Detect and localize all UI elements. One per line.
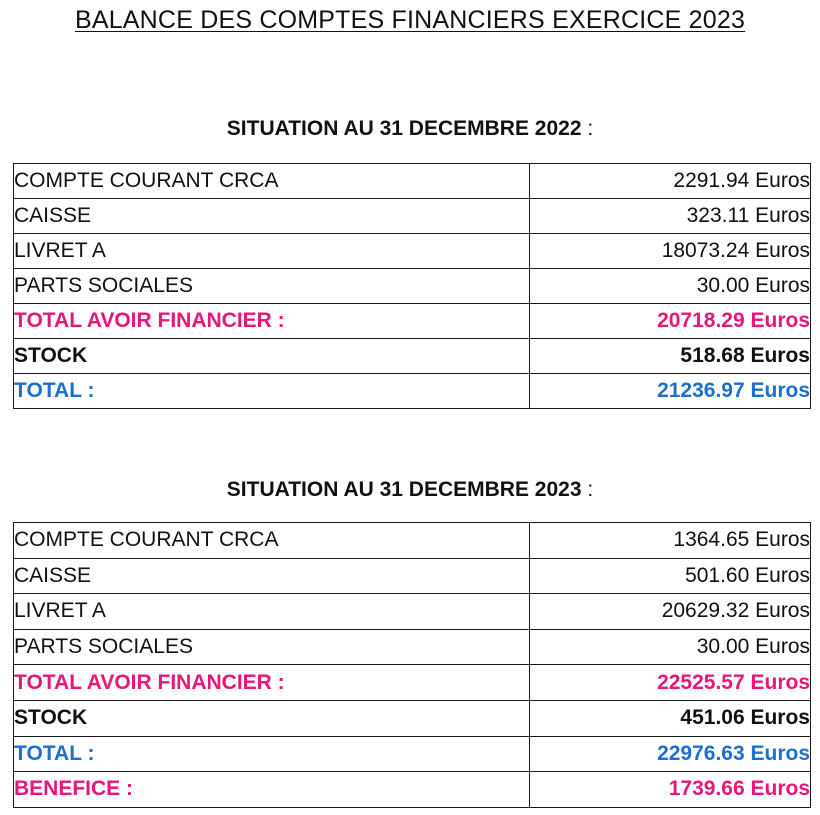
- row-label: BENEFICE :: [14, 772, 530, 808]
- total-row: [14, 736, 811, 772]
- section-heading-colon: :: [587, 478, 594, 501]
- section-heading-text: SITUATION AU 31 DECEMBRE 2023: [226, 478, 582, 501]
- table-row: [14, 594, 811, 630]
- row-label: COMPTE COURANT CRCA: [14, 164, 530, 199]
- row-label: CAISSE: [14, 199, 530, 234]
- stock-row: [14, 339, 811, 374]
- section-heading-colon: :: [587, 117, 594, 140]
- table-row: [14, 164, 811, 199]
- row-label: STOCK: [14, 700, 530, 736]
- section-heading-2023: [0, 478, 820, 502]
- row-label: TOTAL :: [14, 736, 530, 772]
- row-value: 20629.32 Euros: [530, 594, 811, 630]
- table-row: [14, 629, 811, 665]
- row-value: 451.06 Euros: [530, 700, 811, 736]
- row-value: 1364.65 Euros: [530, 523, 811, 559]
- row-value: 20718.29 Euros: [530, 304, 811, 339]
- row-value: 30.00 Euros: [530, 269, 811, 304]
- row-value: 2291.94 Euros: [530, 164, 811, 199]
- table-row: [14, 199, 811, 234]
- table-row: [14, 558, 811, 594]
- row-label: LIVRET A: [14, 234, 530, 269]
- document-title-text: BALANCE DES COMPTES FINANCIERS EXERCICE 2023: [74, 6, 746, 34]
- row-label: TOTAL AVOIR FINANCIER :: [14, 665, 530, 701]
- row-label: PARTS SOCIALES: [14, 269, 530, 304]
- section-heading-text: SITUATION AU 31 DECEMBRE 2022: [226, 117, 582, 140]
- row-value: 18073.24 Euros: [530, 234, 811, 269]
- row-value: 518.68 Euros: [530, 339, 811, 374]
- row-value: 30.00 Euros: [530, 629, 811, 665]
- balance-table-2023: [13, 522, 811, 808]
- row-value: 501.60 Euros: [530, 558, 811, 594]
- row-label: TOTAL AVOIR FINANCIER :: [14, 304, 530, 339]
- row-label: PARTS SOCIALES: [14, 629, 530, 665]
- row-value: 21236.97 Euros: [530, 374, 811, 409]
- row-label: TOTAL :: [14, 374, 530, 409]
- table-row: [14, 523, 811, 559]
- stock-row: [14, 700, 811, 736]
- benefice-row: [14, 772, 811, 808]
- section-heading-2022: [0, 117, 820, 141]
- total-avoir-row: [14, 304, 811, 339]
- row-label: STOCK: [14, 339, 530, 374]
- row-label: CAISSE: [14, 558, 530, 594]
- table-row: [14, 234, 811, 269]
- row-label: COMPTE COURANT CRCA: [14, 523, 530, 559]
- total-row: [14, 374, 811, 409]
- row-value: 22525.57 Euros: [530, 665, 811, 701]
- row-value: 323.11 Euros: [530, 199, 811, 234]
- row-label: LIVRET A: [14, 594, 530, 630]
- balance-table-2022: [13, 163, 811, 409]
- total-avoir-row: [14, 665, 811, 701]
- row-value: 1739.66 Euros: [530, 772, 811, 808]
- row-value: 22976.63 Euros: [530, 736, 811, 772]
- document-title: [0, 6, 820, 35]
- table-row: [14, 269, 811, 304]
